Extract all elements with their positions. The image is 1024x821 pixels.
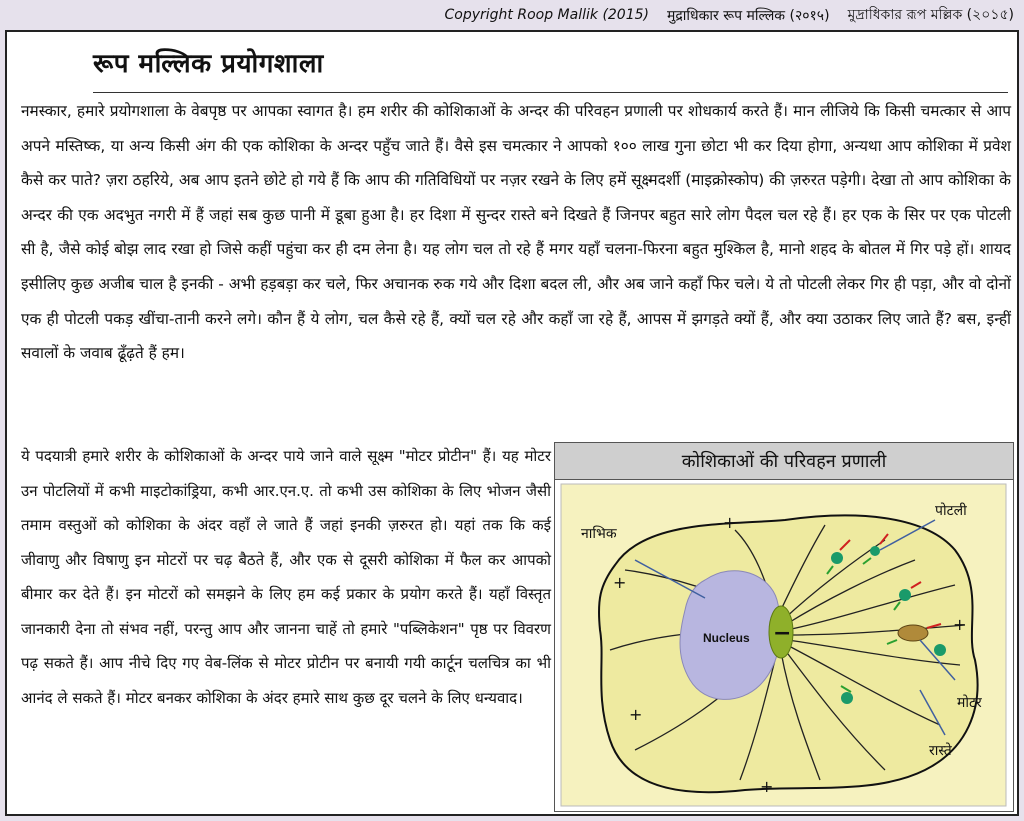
- nucleus-label-en: Nucleus: [703, 631, 750, 645]
- intro-paragraph: नमस्कार, हमारे प्रयोगशाला के वेबपृष्ठ पर आपका स्वागत है। हम शरीर की कोशिकाओं के अन्दर की परिवहन प्रणाली पर शोधकार्य करते हैं। मान लीजिये कि किसी चमत्कार से आप अपने मस्तिष्क, या अन्य किसी अंग की एक कोशिका के अन्दर पहुँच जाते हैं। वैसे इस चमत्कार ने आपको १०० लाख गुना छोटा भी कर दिया होगा, अन्यथा आप कोशिका में प्रवेश कैसे कर पाते? ज़रा ठहरिये, अब आप इतने छोटे हो गये हैं कि आप की गतिविधियों पर नज़र रखने के लिए हमें सूक्ष्मदर्शी (माइक्रोस्कोप) की ज़रुरत पड़ेगी। देखा तो आप कोशिका के अन्दर की एक अदभुत नगरी में हैं जहां सब कुछ पानी में डूबा हुआ है। हर दिशा में सुन्दर रास्ते बने दिखते हैं जिनपर बहुत सारे लोग पैदल चल रहे हैं। हर एक के सिर पर एक पोटली सी है, जैसे कोई बोझ लाद रखा हो जिसे कहीं पहुंचा कर ही दम लेना है। यह लोग चल तो रहे हैं मगर यहाँ चलना-फिरना बहुत मुश्किल है, मानो शहद के बोतल में गिर पड़े हों। शायद इसीलिए कुछ अजीब चाल है इनकी - अभी हड़बड़ा कर चले, फिर अचानक रुक गये और दिशा बदल ली, और अब जाने कहाँ फिर चले। ये तो पोटली लेकर गिर ही पड़ा, और वो दोनों एक ही पोटली पकड़ खींचा-तानी करने लगे। कौन हैं ये लोग, चल कैसे रहे हैं, क्यों चल रहे और कहाँ जा रहे हैं, आपस में झगड़ते क्यों हैं, और क्या उठाकर लिए जाते हैं? बस, इन्हीं सवालों के जवाब ढूँढ़ते हैं हम।: [21, 102, 1011, 363]
- page-title: रूप मल्लिक प्रयोगशाला: [93, 49, 324, 79]
- motor-label: मोटर: [957, 695, 982, 711]
- nucleus-label-hi: नाभिक: [581, 526, 617, 542]
- minus-end: −: [773, 621, 792, 646]
- motor-paragraph: ये पदयात्री हमारे शरीर के कोशिकाओं के अन्दर पाये जाने वाले सूक्ष्म "मोटर प्रोटीन" हैं। यह मोटर उन पोटलियों में कभी माइटोकांड्रिया, कभी आर.एन.ए. तो कभी उस कोशिका के लिए भोजन जैसी तमाम वस्तुओं को कोशिका के अंदर वहाँ ले जाते हैं जहां इनकी ज़रुरत हो। यहां तक कि कई जीवाणु और विषाणु इन मोटरों पर चढ़ बैठते हैं, और एक से दूसरी कोशिका में फैल कर आपको बीमार कर देते हैं। इन मोटरों को समझने के लिए हम कई प्रकार के प्रयोग करते हैं। यहाँ विस्तृत जानकारी देना तो संभव नहीं, परन्तु आप और जानना चाहें तो हमारे "पब्लिकेशन" पृष्ठ पर विवरण पढ़ सकते हैं। आप नीचे दिए गए वेब-लिंक से मोटर प्रोटीन पर बनायी गयी कार्टून चलचित्र का भी आनंद ले सकते हैं। मोटर बनकर कोशिका के अंदर हमारे साथ कुछ दूर चलने के लिए धन्यवाद।: [21, 447, 551, 707]
- copyright-hindi: मुद्राधिकार रूप मल्लिक (२०१५): [667, 7, 830, 24]
- figure-title: कोशिकाओं की परिवहन प्रणाली: [555, 443, 1013, 480]
- copyright-bengali: মুদ্রাধিকার রূপ মল্লিক (২০১৫): [847, 7, 1014, 23]
- plus-end: +: [760, 777, 774, 796]
- title-divider: [93, 92, 1008, 93]
- bundle-label: पोटली: [935, 503, 967, 519]
- plus-end: +: [613, 573, 627, 592]
- content-page: [5, 30, 1019, 816]
- plus-end: +: [629, 705, 643, 724]
- cargo-bundle: [898, 625, 928, 641]
- plus-end: +: [723, 513, 737, 532]
- header-bar: [0, 0, 1024, 30]
- roads-label: रास्ते: [929, 743, 952, 759]
- plus-end: +: [953, 615, 967, 634]
- copyright-english: Copyright Roop Mallik (2015): [444, 7, 649, 23]
- cell-diagram: [555, 480, 1012, 810]
- transport-figure: [554, 442, 1014, 812]
